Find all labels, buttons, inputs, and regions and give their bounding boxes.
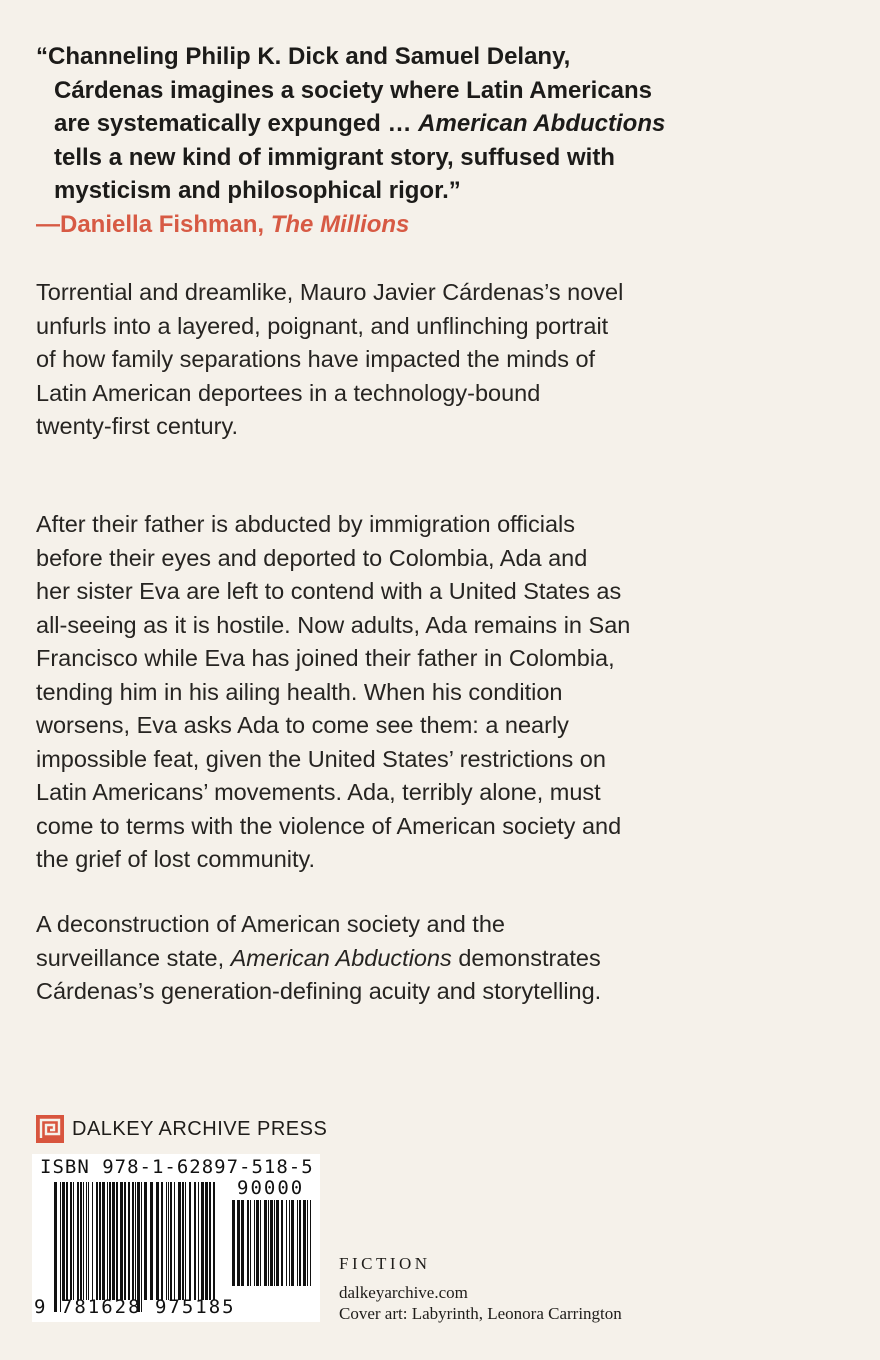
quote-line-4: tells a new kind of immigrant story, suffused with [54,143,615,171]
barcode-bar [189,1182,191,1300]
labyrinth-logo-icon [36,1115,64,1143]
barcode-bar [256,1200,259,1286]
barcode-bar [297,1200,298,1286]
paragraph-text: demonstrates [451,944,601,971]
barcode-bar [185,1182,186,1300]
ean-barcode-bars [54,1182,220,1312]
barcode-bar [161,1182,163,1300]
paragraph-line: Cárdenas’s generation-defining acuity and storytelling. [36,978,602,1004]
addon-barcode-bars [232,1200,314,1298]
barcode-bar [247,1200,249,1286]
paragraph-text: surveillance state, [36,944,231,971]
quote-line-1 [36,40,856,74]
paragraph-line [36,942,856,976]
barcode-bar [299,1200,301,1286]
barcode-bar [132,1182,134,1300]
barcode-bar [92,1182,93,1300]
barcode-bar [168,1182,169,1300]
barcode-bar [80,1182,82,1300]
barcode-bar [96,1182,98,1300]
paragraph-line: Latin Americans’ movements. Ada, terribly alone, must [36,779,601,805]
barcode-bar [62,1182,65,1300]
barcode-bar [291,1200,294,1286]
barcode-bar [60,1182,61,1312]
barcode-bar [66,1182,68,1300]
barcode-bar [260,1200,261,1286]
pull-quote [36,40,856,241]
barcode-bar [178,1182,181,1300]
barcode-bar [286,1200,287,1286]
barcode-bar [83,1182,84,1300]
barcode-bar [276,1200,279,1286]
barcode-bar [307,1200,308,1286]
barcode-bar [250,1200,251,1286]
barcode-bar [135,1182,136,1300]
quote-attribution [36,208,856,242]
barcode-bar [73,1182,74,1300]
barcode-bar [141,1182,142,1312]
paragraph-line: Francisco while Eva has joined their father in Colombia, [36,645,615,671]
barcode-bar [86,1182,87,1300]
paragraph-line: of how family separations have impacted the minds of [36,346,596,372]
barcode-bar [289,1200,290,1286]
barcode-bar [232,1200,235,1286]
barcode-bar [137,1182,140,1312]
barcode-bar [205,1182,208,1300]
publisher-imprint [36,1113,327,1145]
genre-label: FICTION [339,1254,431,1273]
barcode-bar [99,1182,101,1300]
barcode-bar [264,1200,267,1286]
barcode-bar [194,1182,196,1300]
barcode-bar [254,1200,255,1286]
barcode-bar [174,1182,175,1300]
paragraph-line: Latin American deportees in a technology-bound [36,379,541,406]
barcode-bar [124,1182,126,1300]
paragraph-line: worsens, Eva asks Ada to come see them: a nearly [36,712,569,738]
barcode-bar [107,1182,108,1300]
attribution-author: —Daniella Fishman, [36,210,271,238]
publisher-website: dalkeyarchive.com [339,1283,468,1302]
book-title-italic: American Abductions [418,110,666,137]
open-quote-mark: “ [36,43,48,70]
quote-text-1: Channeling Philip K. Dick and Samuel Delany, [48,43,571,70]
publisher-name: DALKEY ARCHIVE PRESS [72,1117,328,1140]
barcode-bar [109,1182,111,1300]
back-cover-info [339,1254,622,1324]
barcode-bar [128,1182,130,1300]
paragraph-line: tending him in his ailing health. When his condition [36,678,563,705]
quote-line-3 [36,107,856,141]
quote-text-3: are systematically expunged … [54,110,419,137]
paragraph-line: After their father is abducted by immigration officials [36,511,576,537]
barcode-bar [170,1182,172,1300]
barcode-bar [54,1182,57,1312]
barcode-bar [268,1200,269,1286]
isbn-barcode [32,1154,320,1322]
price-addon-digits: 90000 [237,1177,305,1199]
barcode-bar [213,1182,215,1300]
barcode-bar [274,1200,275,1286]
barcode-bar [270,1200,273,1286]
description-paragraph-1 [36,276,856,444]
barcode-bar [310,1200,311,1286]
paragraph-line: twenty-first century. [36,413,238,439]
ean-digits: 9 781628 975185 [34,1296,236,1318]
barcode-bar [198,1182,199,1300]
paragraph-line: Torrential and dreamlike, Mauro Javier Cárdenas’s novel [36,279,624,305]
barcode-bar [201,1182,204,1300]
paragraph-line: her sister Eva are left to contend with a United States as [36,578,622,604]
quote-line-5: mysticism and philosophical rigor.” [54,177,461,204]
description-paragraph-3 [36,908,856,1009]
paragraph-line: impossible feat, given the United States’ restrictions on [36,745,606,772]
barcode-bar [241,1200,244,1286]
book-title-italic: American Abductions [230,944,452,971]
paragraph-line: come to terms with the violence of American society and [36,812,622,839]
barcode-bar [144,1182,147,1300]
description-paragraph-2 [36,508,856,877]
barcode-bar [209,1182,211,1300]
paragraph-line: the grief of lost community. [36,846,316,872]
barcode-bar [182,1182,184,1300]
barcode-bar [116,1182,118,1300]
barcode-bar [102,1182,105,1300]
barcode-bar [70,1182,72,1300]
cover-art-credit: Cover art: Labyrinth, Leonora Carrington [339,1304,622,1323]
attribution-source: The Millions [270,210,410,238]
isbn-label: ISBN 978-1-62897-518-5 [40,1156,314,1178]
paragraph-line: before their eyes and deported to Colombia, Ada and [36,544,588,571]
barcode-bar [88,1182,89,1300]
paragraph-line: all-seeing as it is hostile. Now adults, Ada remains in San [36,611,631,638]
barcode-bar [77,1182,79,1300]
barcode-bar [303,1200,306,1286]
quote-line-2: Cárdenas imagines a society where Latin Americans [54,76,653,104]
barcode-bar [281,1200,283,1286]
barcode-bar [237,1200,240,1286]
barcode-bar [120,1182,123,1300]
barcode-bar [166,1182,167,1300]
paragraph-line: A deconstruction of American society and the [36,911,505,937]
barcode-bar [112,1182,115,1300]
barcode-bar [150,1182,153,1300]
barcode-bar [156,1182,159,1300]
paragraph-line: unfurls into a layered, poignant, and unflinching portrait [36,312,609,339]
